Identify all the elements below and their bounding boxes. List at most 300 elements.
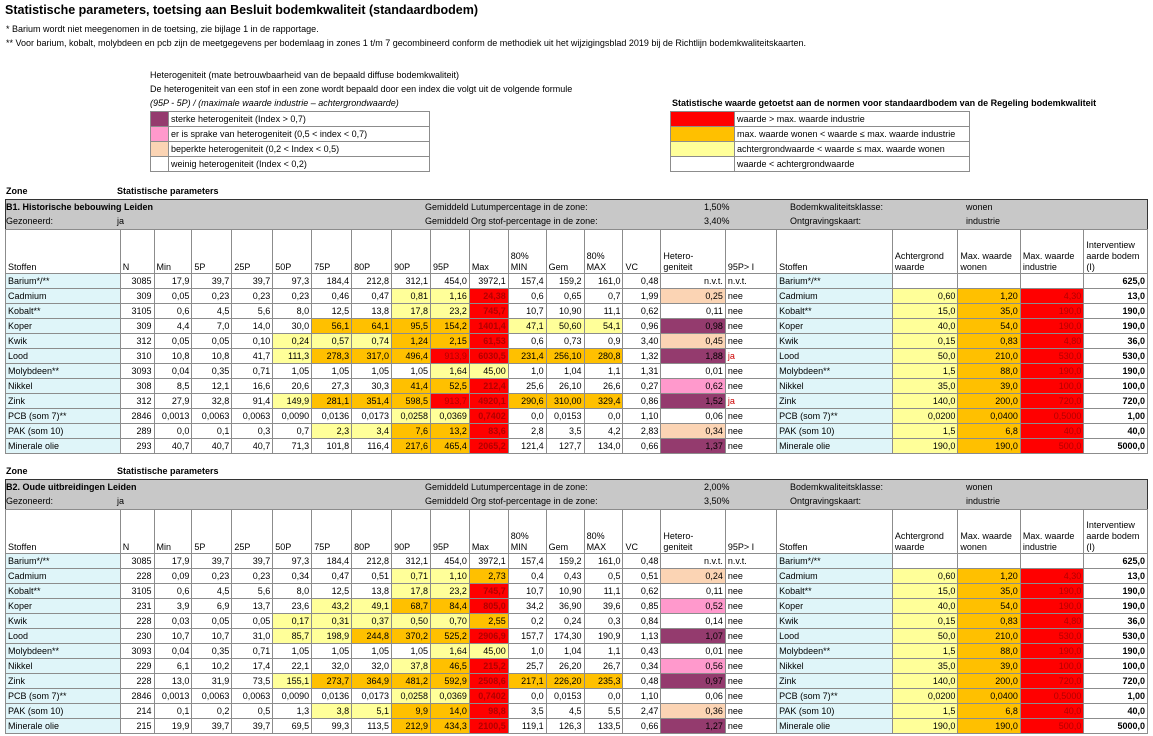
table-cell: 34,2 (508, 599, 546, 614)
substance-name: Koper (6, 599, 121, 614)
table-cell: 11,1 (584, 304, 623, 319)
table-cell: 0,60 (892, 289, 958, 304)
intervention-value: 1,00 (1084, 409, 1148, 424)
table-cell: 0,71 (392, 569, 431, 584)
heterogeneity-index: 0,24 (661, 569, 726, 584)
column-header: 75P (312, 510, 352, 554)
table-cell: 3,9 (154, 599, 192, 614)
table-cell: 278,3 (312, 349, 352, 364)
table-cell: 190,0 (1020, 319, 1084, 334)
table-cell: 0,5000 (1020, 689, 1084, 704)
heterogeneity-index: 1,37 (661, 439, 726, 454)
table-cell: 17,8 (392, 304, 431, 319)
heterogeneity-index: 0,01 (661, 364, 726, 379)
legend-swatch (151, 112, 169, 127)
p95-intervention-check: nee (725, 424, 776, 439)
table-cell: 45,00 (469, 364, 508, 379)
table-row (6, 644, 1148, 659)
hetero-legend (150, 111, 430, 172)
table-cell: 2508,6 (469, 674, 508, 689)
table-cell: 0,05 (154, 334, 192, 349)
table-cell: 12,1 (192, 379, 232, 394)
table-cell: 13,0 (154, 674, 192, 689)
table-row (6, 569, 1148, 584)
table-cell: 13,7 (232, 599, 273, 614)
substance-name: PCB (som 7)** (6, 689, 121, 704)
column-header: Max. waarde wonen (958, 510, 1020, 554)
table-cell: 7,6 (392, 424, 431, 439)
table-cell: 56,1 (312, 319, 352, 334)
table-cell: 1,10 (623, 409, 661, 424)
substance-name: Barium*/** (777, 554, 893, 569)
substance-name: Lood (777, 349, 893, 364)
column-header: Stoffen (777, 510, 893, 554)
table-cell: 525,2 (430, 629, 469, 644)
table-cell: 913,9 (430, 349, 469, 364)
table-cell: 8,5 (154, 379, 192, 394)
table-cell: 0,37 (352, 614, 392, 629)
table-cell: 184,4 (312, 554, 352, 569)
substance-name: PAK (som 10) (777, 704, 893, 719)
column-header: 5P (192, 510, 232, 554)
intervention-value: 100,0 (1084, 659, 1148, 674)
table-cell: 280,8 (584, 349, 623, 364)
table-cell: 19,9 (154, 719, 192, 734)
table-cell: 190,0 (1020, 304, 1084, 319)
table-cell: 45,00 (469, 644, 508, 659)
column-header: 95P (430, 230, 469, 274)
page-title: Statistische parameters, toetsing aan Besluit bodemkwaliteit (standaardbodem) (5, 3, 479, 17)
table-cell: 1,24 (392, 334, 431, 349)
heterogeneity-index: n.v.t. (661, 274, 726, 289)
substance-name: Molybdeen** (6, 644, 121, 659)
table-row (6, 614, 1148, 629)
heterogeneity-index: 0,25 (661, 289, 726, 304)
table-cell: 293 (120, 439, 154, 454)
legend-label: waarde > max. waarde industrie (735, 112, 970, 127)
table-cell: 2100,5 (469, 719, 508, 734)
table-row (6, 629, 1148, 644)
table-cell: 0,05 (154, 289, 192, 304)
table-cell: 0,27 (623, 379, 661, 394)
table-cell: 0,0136 (312, 689, 352, 704)
p95-intervention-check: nee (725, 409, 776, 424)
table-cell: 0,71 (232, 644, 273, 659)
table-cell: 8,0 (273, 584, 312, 599)
intervention-value: 40,0 (1084, 704, 1148, 719)
table-cell: 212,8 (352, 554, 392, 569)
table-cell: 184,4 (312, 274, 352, 289)
column-header: 50P (273, 230, 312, 274)
table-cell: 32,8 (192, 394, 232, 409)
substance-name: Koper (777, 599, 893, 614)
table-cell (1020, 274, 1084, 289)
heterogeneity-index: 0,62 (661, 379, 726, 394)
table-cell: 140,0 (892, 394, 958, 409)
table-cell: 0,23 (232, 569, 273, 584)
table-cell: 1,20 (958, 569, 1020, 584)
table-cell: 126,3 (546, 719, 584, 734)
table-cell: 0,0153 (546, 409, 584, 424)
table-cell: 23,2 (430, 584, 469, 599)
table-cell: 0,0258 (392, 689, 431, 704)
table-cell: 1,5 (892, 704, 958, 719)
table-cell: 1,32 (623, 349, 661, 364)
table-row (6, 349, 1148, 364)
table-cell: 214 (120, 704, 154, 719)
table-cell: 0,74 (352, 334, 392, 349)
table-row (6, 319, 1148, 334)
table-cell: 113,5 (352, 719, 392, 734)
klasse-value: wonen (966, 482, 993, 492)
lutum-value: 1,50% (704, 202, 730, 212)
table-cell: 36,90 (546, 599, 584, 614)
table-cell: 5,5 (584, 704, 623, 719)
table-cell: 1,31 (623, 364, 661, 379)
table-cell: 39,6 (584, 599, 623, 614)
substance-name: Molybdeen** (6, 364, 121, 379)
table-row (6, 364, 1148, 379)
table-cell: 229 (120, 659, 154, 674)
table-cell: 91,4 (232, 394, 273, 409)
table-cell: 2,3 (312, 424, 352, 439)
table-cell: 0,6 (508, 334, 546, 349)
heterogeneity-index: 0,98 (661, 319, 726, 334)
klasse-value: wonen (966, 202, 993, 212)
table-cell: 1,05 (312, 364, 352, 379)
table-cell: 3,5 (546, 424, 584, 439)
table-cell: 0,81 (392, 289, 431, 304)
substance-name: Kobalt** (777, 304, 893, 319)
column-header: Achtergrond waarde (892, 510, 958, 554)
gezoneerd-value: ja (117, 496, 125, 506)
table-cell: 2,73 (469, 569, 508, 584)
table-cell: 1,0 (508, 364, 546, 379)
table-cell: 22,1 (273, 659, 312, 674)
p95-intervention-check: nee (725, 304, 776, 319)
table-cell: 40,0 (1020, 704, 1084, 719)
p95-intervention-check: nee (725, 364, 776, 379)
table-cell: 0,0 (584, 689, 623, 704)
table-cell: 10,7 (508, 304, 546, 319)
intervention-value: 5000,0 (1084, 719, 1148, 734)
table-cell: 83,6 (469, 424, 508, 439)
intervention-value: 530,0 (1084, 629, 1148, 644)
table-cell: 31,0 (232, 629, 273, 644)
column-header: Stoffen (777, 230, 893, 274)
table-cell: 5,1 (352, 704, 392, 719)
header-row (6, 230, 1148, 274)
table-cell: 496,4 (392, 349, 431, 364)
table-cell: 40,0 (892, 599, 958, 614)
table-cell: 0,70 (430, 614, 469, 629)
table-cell: 1,05 (312, 644, 352, 659)
table-cell: 7,0 (192, 319, 232, 334)
heterogeneity-index: n.v.t. (661, 554, 726, 569)
column-header: 50P (273, 510, 312, 554)
table-cell: 231 (120, 599, 154, 614)
table-cell: 200,0 (958, 674, 1020, 689)
heterogeneity-index: 0,45 (661, 334, 726, 349)
zone-label: Zone (6, 186, 28, 196)
legend-label: er is sprake van heterogeniteit (0,5 < index < 0,7) (169, 127, 430, 142)
table-cell: 231,4 (508, 349, 546, 364)
table-cell: 6,8 (958, 424, 1020, 439)
table-cell: 4,5 (192, 584, 232, 599)
column-header: Stoffen (6, 510, 121, 554)
stat-label: Statistische parameters (117, 466, 219, 476)
column-header: Max. waarde wonen (958, 230, 1020, 274)
table-cell: 0,51 (352, 569, 392, 584)
table-cell: 14,0 (430, 704, 469, 719)
p95-intervention-check: nee (725, 629, 776, 644)
table-cell: 17,9 (154, 274, 192, 289)
table-cell: 98,8 (469, 704, 508, 719)
heterogeneity-index: 1,27 (661, 719, 726, 734)
table-cell: 0,24 (546, 614, 584, 629)
substance-name: Nikkel (6, 659, 121, 674)
p95-intervention-check: nee (725, 674, 776, 689)
p95-intervention-check: nee (725, 704, 776, 719)
p95-intervention-check: nee (725, 319, 776, 334)
table-cell: 27,9 (154, 394, 192, 409)
table-cell: 6,9 (192, 599, 232, 614)
table-cell: 3093 (120, 644, 154, 659)
table-cell: 1,5 (892, 364, 958, 379)
table-cell: 0,7 (273, 424, 312, 439)
column-header: 5P (192, 230, 232, 274)
legend-swatch (671, 142, 735, 157)
table-cell: 0,15 (892, 614, 958, 629)
heterogeneity-index: 0,06 (661, 689, 726, 704)
table-cell: 1,05 (392, 364, 431, 379)
table-cell: 212,8 (352, 274, 392, 289)
column-header: Max. waarde industrie (1020, 230, 1084, 274)
substance-name: Barium*/** (6, 274, 121, 289)
table-cell: 54,0 (958, 599, 1020, 614)
table-row (6, 439, 1148, 454)
substance-name: Nikkel (777, 659, 893, 674)
column-header: Max (469, 510, 508, 554)
table-cell: 6,8 (958, 704, 1020, 719)
substance-name: Cadmium (777, 569, 893, 584)
p95-intervention-check: n.v.t. (725, 274, 776, 289)
table-cell: 310 (120, 349, 154, 364)
table-cell: 454,0 (430, 554, 469, 569)
klasse-label: Bodemkwaliteitsklasse: (790, 202, 884, 212)
table-cell: 0,84 (623, 614, 661, 629)
table-cell: 26,7 (584, 659, 623, 674)
intervention-value: 190,0 (1084, 319, 1148, 334)
legend-label: beperkte heterogeniteit (0,2 < Index < 0,5) (169, 142, 430, 157)
table-cell: 1,10 (430, 569, 469, 584)
table-cell: 0,0173 (352, 409, 392, 424)
table-cell: 88,0 (958, 644, 1020, 659)
table-cell: 0,7 (584, 289, 623, 304)
table-row (6, 674, 1148, 689)
substance-name: Koper (6, 319, 121, 334)
stat-label: Statistische parameters (117, 186, 219, 196)
table-cell: 157,4 (508, 554, 546, 569)
table-row (6, 334, 1148, 349)
table-cell: 37,8 (392, 659, 431, 674)
substance-name: Nikkel (6, 379, 121, 394)
table-cell: 190,0 (892, 719, 958, 734)
table-cell: 0,0 (508, 409, 546, 424)
table-cell: 210,0 (958, 349, 1020, 364)
table-cell: 16,6 (232, 379, 273, 394)
table-cell: 351,4 (352, 394, 392, 409)
table-cell: 190,0 (1020, 364, 1084, 379)
table-cell: 745,7 (469, 304, 508, 319)
table-cell: 1,13 (623, 629, 661, 644)
intervention-value: 625,0 (1084, 554, 1148, 569)
substance-name: Minerale olie (777, 439, 893, 454)
table-cell: 0,47 (312, 569, 352, 584)
heterogeneity-index: 0,11 (661, 584, 726, 599)
table-cell: 0,71 (232, 364, 273, 379)
table-cell: 4,5 (192, 304, 232, 319)
table-cell: 0,62 (623, 584, 661, 599)
table-cell: 1,04 (546, 644, 584, 659)
table-cell: 0,04 (154, 364, 192, 379)
p95-intervention-check: nee (725, 569, 776, 584)
table-cell: 1,64 (430, 644, 469, 659)
heterogeneity-index: 0,36 (661, 704, 726, 719)
column-header: Min (154, 230, 192, 274)
table-cell: 0,96 (623, 319, 661, 334)
table-cell: 2,8 (508, 424, 546, 439)
table-cell: 15,0 (892, 304, 958, 319)
table-cell: 25,7 (508, 659, 546, 674)
zone-label: Zone (6, 466, 28, 476)
ontgravingskaart-value: industrie (966, 216, 1001, 226)
table-cell: 0,66 (623, 439, 661, 454)
table-cell: 309 (120, 289, 154, 304)
table-cell: 190,0 (1020, 599, 1084, 614)
table-cell: 40,0 (1020, 424, 1084, 439)
table-cell: 4920,1 (469, 394, 508, 409)
table-cell: 530,0 (1020, 349, 1084, 364)
table-cell: 226,20 (546, 674, 584, 689)
table-cell: 312,1 (392, 554, 431, 569)
table-cell: 0,0258 (392, 409, 431, 424)
table-cell: 26,20 (546, 659, 584, 674)
table-cell: 4,2 (584, 424, 623, 439)
table-cell: 159,2 (546, 274, 584, 289)
lutum-label: Gemiddeld Lutumpercentage in de zone: (425, 482, 588, 492)
table-cell: 0,0090 (273, 689, 312, 704)
table-cell: 3972,1 (469, 554, 508, 569)
column-header: 80% MIN (508, 510, 546, 554)
table-cell: 0,35 (192, 364, 232, 379)
table-cell: 0,48 (623, 274, 661, 289)
table-cell: 0,7402 (469, 689, 508, 704)
column-header: 95P (430, 510, 469, 554)
substance-name: Kobalt** (777, 584, 893, 599)
table-cell: 598,5 (392, 394, 431, 409)
table-cell: 157,4 (508, 274, 546, 289)
substance-name: PAK (som 10) (6, 424, 121, 439)
table-cell: 244,8 (352, 629, 392, 644)
table-cell: 116,4 (352, 439, 392, 454)
table-cell: 2,47 (623, 704, 661, 719)
legend-label: max. waarde wonen < waarde ≤ max. waarde industrie (735, 127, 970, 142)
substance-name: Kwik (6, 334, 121, 349)
column-header: 95P> I (725, 230, 776, 274)
table-cell: 1,20 (958, 289, 1020, 304)
table-cell: 3105 (120, 584, 154, 599)
p95-intervention-check: nee (725, 719, 776, 734)
table-cell: 0,05 (232, 614, 273, 629)
table-cell: 0,51 (623, 569, 661, 584)
table-cell: 88,0 (958, 364, 1020, 379)
hetero-subheading: De heterogeniteit van een stof in een zone wordt bepaald door een index die volgt uit de volgende formule (150, 84, 573, 94)
table-cell: 235,3 (584, 674, 623, 689)
table-cell: 0,10 (232, 334, 273, 349)
table-cell: 1,0 (508, 644, 546, 659)
footnote-combined: ** Voor barium, kobalt, molybdeen en pcb zijn de meetgegevens per bodemlaag in zones 1 t/m 7 gecombineerd conform de methodiek uit het wijzigingsblad 2019 bij de Richtlijn bodemkwaliteitskaarten. (6, 38, 806, 48)
table-cell: 0,34 (623, 659, 661, 674)
table-cell: 0,1 (154, 704, 192, 719)
substance-name: Cadmium (6, 289, 121, 304)
substance-name: PCB (som 7)** (777, 689, 893, 704)
table-cell: 13,2 (430, 424, 469, 439)
substance-name: Cadmium (6, 569, 121, 584)
table-row (6, 554, 1148, 569)
header-row (6, 510, 1148, 554)
substance-name: Minerale olie (6, 439, 121, 454)
column-header: 25P (232, 510, 273, 554)
table-cell: 256,10 (546, 349, 584, 364)
table-cell: 8,0 (273, 304, 312, 319)
table-cell: 4,30 (1020, 569, 1084, 584)
substance-name: PCB (som 7)** (777, 409, 893, 424)
table-cell: 198,9 (312, 629, 352, 644)
table-cell: 0,85 (623, 599, 661, 614)
table-cell: 190,0 (958, 439, 1020, 454)
table-cell: 0,0369 (430, 409, 469, 424)
substance-name: Zink (6, 674, 121, 689)
table-cell: 0,4 (508, 569, 546, 584)
table-cell: 99,3 (312, 719, 352, 734)
substance-name: Koper (777, 319, 893, 334)
p95-intervention-check: ja (725, 394, 776, 409)
table-cell: 1,5 (892, 644, 958, 659)
table-cell: 10,8 (192, 349, 232, 364)
table-row (6, 379, 1148, 394)
table-row (6, 274, 1148, 289)
substance-name: Kwik (777, 614, 893, 629)
table-cell: 215,2 (469, 659, 508, 674)
table-cell: 161,0 (584, 274, 623, 289)
table-cell: 0,47 (352, 289, 392, 304)
table-cell: 0,46 (312, 289, 352, 304)
table-cell: 434,3 (430, 719, 469, 734)
heterogeneity-index: 0,34 (661, 424, 726, 439)
table-cell: 312 (120, 394, 154, 409)
table-cell: 273,7 (312, 674, 352, 689)
table-cell: 157,7 (508, 629, 546, 644)
p95-intervention-check: ja (725, 349, 776, 364)
table-cell (892, 274, 958, 289)
table-cell: 0,66 (623, 719, 661, 734)
table-cell: 0,17 (273, 614, 312, 629)
p95-intervention-check: n.v.t. (725, 554, 776, 569)
org-label: Gemiddeld Org stof-percentage in de zone: (425, 216, 598, 226)
intervention-value: 5000,0 (1084, 439, 1148, 454)
table-cell: 3,40 (623, 334, 661, 349)
